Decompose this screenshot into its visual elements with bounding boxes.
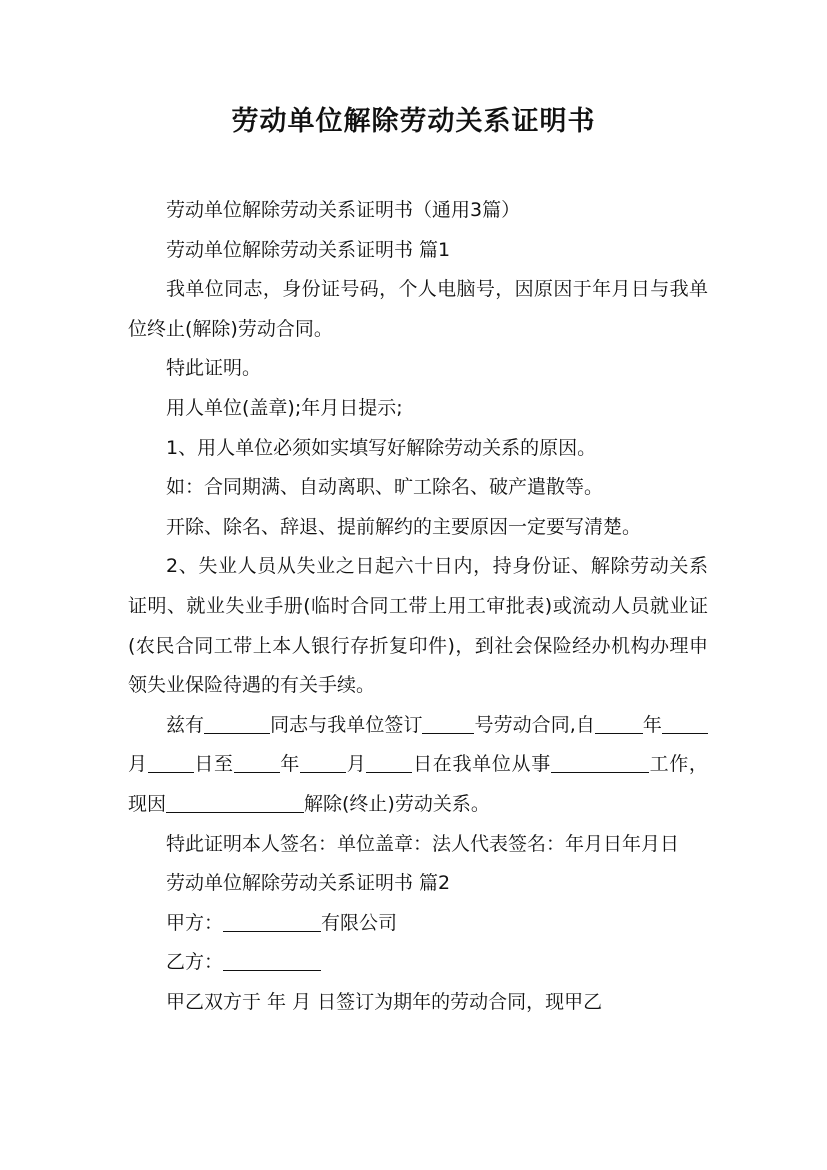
form-text: 月 xyxy=(128,753,148,776)
part1-heading: 劳动单位解除劳动关系证明书 篇1 xyxy=(166,238,451,261)
form-text: 年 xyxy=(279,753,301,776)
form-text: 月 xyxy=(346,753,367,776)
part1-paragraph-2: 特此证明。 xyxy=(166,357,262,380)
part1-paragraph-5: 如：合同期满、自动离职、旷工除名、破产遣散等。 xyxy=(166,476,604,499)
document-title: 劳动单位解除劳动关系证明书 xyxy=(231,106,596,137)
part1-paragraph-1: 我单位同志，身份证号码，个人电脑号，因原因于年月日与我单位终止(解除)劳动合同。 xyxy=(128,278,708,340)
blank-line xyxy=(366,753,412,773)
blank-line xyxy=(148,753,194,773)
party-a-line xyxy=(128,904,708,944)
party-a-label: 甲方： xyxy=(166,911,224,934)
blank-line xyxy=(223,912,321,932)
form-text: 同志与我单位签订 xyxy=(270,713,423,736)
part1-paragraph-7: 2、失业人员从失业之日起六十日内，持身份证、解除劳动关系证明、就业失业手册(临时合同工带上用工审批表)或流动人员就业证(农民合同工带上本人银行存折复印件)，到社会保险经办机构办理申领失业保险待遇的有关手续。 xyxy=(128,555,708,697)
form-text: 号劳动合同,自 xyxy=(474,713,595,736)
party-a-suffix: 有限公司 xyxy=(321,911,398,934)
blank-line xyxy=(300,753,346,773)
document-body xyxy=(128,191,708,1022)
blank-line xyxy=(551,753,649,773)
part2-heading: 劳动单位解除劳动关系证明书 篇2 xyxy=(166,872,451,895)
form-text: 日在我单位从事 xyxy=(412,753,551,776)
intro-line: 劳动单位解除劳动关系证明书（通用3篇） xyxy=(166,199,521,221)
part2-paragraph-last: 甲乙双方于 年 月 日签订为期年的劳动合同，现甲乙 xyxy=(166,990,603,1013)
party-b-line xyxy=(128,943,708,983)
form-text: 年 xyxy=(642,713,662,736)
blank-line xyxy=(223,951,321,971)
part1-form-paragraph xyxy=(128,706,708,825)
blank-line xyxy=(234,753,280,773)
part1-signature-paragraph: 特此证明本人签名：单位盖章：法人代表签名：年月日年月日 xyxy=(166,832,680,855)
blank-line xyxy=(204,714,270,734)
part1-paragraph-3: 用人单位(盖章);年月日提示; xyxy=(166,396,403,419)
form-text: 兹有 xyxy=(166,713,205,736)
form-text: 日至 xyxy=(193,753,234,776)
form-text: 解除(终止)劳动关系。 xyxy=(304,792,490,815)
blank-line xyxy=(662,714,708,734)
blank-line xyxy=(595,714,643,734)
form-text: 工作，现因 xyxy=(128,753,708,815)
party-b-label: 乙方： xyxy=(166,951,224,974)
blank-line xyxy=(166,793,304,813)
part1-paragraph-6: 开除、除名、辞退、提前解约的主要原因一定要写清楚。 xyxy=(166,515,642,538)
blank-line xyxy=(422,714,474,734)
part1-paragraph-4: 1、用人单位必须如实填写好解除劳动关系的原因。 xyxy=(166,436,597,459)
